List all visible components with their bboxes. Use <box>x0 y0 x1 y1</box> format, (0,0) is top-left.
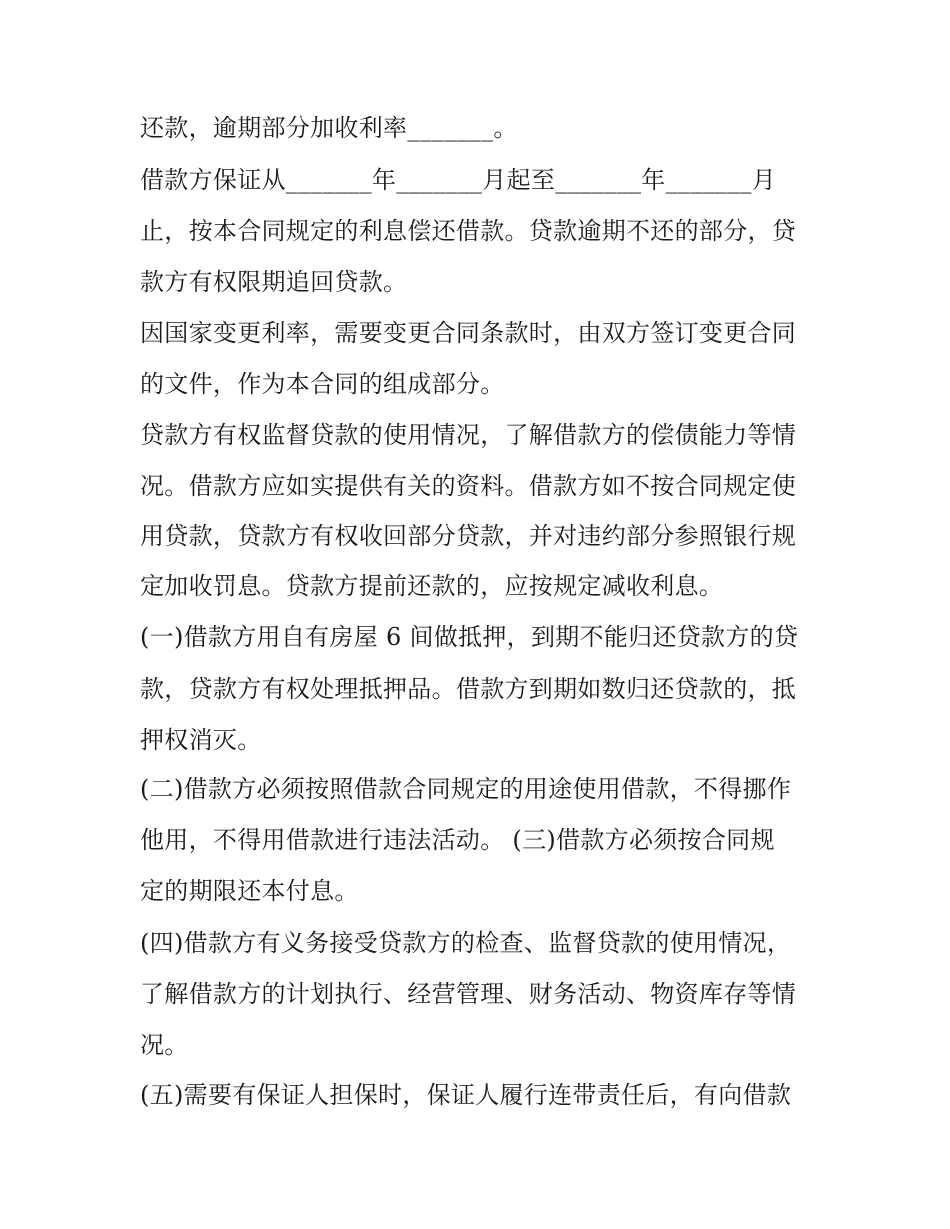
text-line: (一)借款方用自有房屋 6 间做抵押，到期不能归还贷款方的贷 <box>140 623 799 651</box>
text-line: 贷款方有权监督贷款的使用情况，了解借款方的偿债能力等情 <box>140 421 797 449</box>
text-line: 定加收罚息。贷款方提前还款的，应按规定减收利息。 <box>140 572 724 600</box>
text-line: (四)借款方有义务接受贷款方的检查、监督贷款的使用情况， <box>140 929 792 957</box>
text-line: 押权消灭。 <box>140 726 262 754</box>
text-line: 款，贷款方有权处理抵押品。借款方到期如数归还贷款的，抵 <box>140 675 797 703</box>
text-line: 定的期限还本付息。 <box>140 877 359 905</box>
text-line: (五)需要有保证人担保时，保证人履行连带责任后，有向借款 <box>140 1081 792 1109</box>
text-line: 用贷款，贷款方有权收回部分贷款，并对违约部分参照银行规 <box>140 522 797 550</box>
text-line: 款方有权限期追回贷款。 <box>140 268 408 296</box>
text-line: (二)借款方必须按照借款合同规定的用途使用借款，不得挪作 <box>140 775 792 803</box>
text-line: 因国家变更利率，需要变更合同条款时，由双方签订变更合同 <box>140 319 797 347</box>
text-line: 他用，不得用借款进行违法活动。 (三)借款方必须按合同规 <box>140 826 775 854</box>
text-line: 借款方保证从_______年_______月起至_______年_______月 <box>140 166 776 194</box>
text-line: 的文件，作为本合同的组成部分。 <box>140 370 505 398</box>
text-line: 况。借款方应如实提供有关的资料。借款方如不按合同规定使 <box>140 472 797 500</box>
text-line: 况。 <box>140 1031 189 1059</box>
text-line: 还款，逾期部分加收利率_______。 <box>140 114 518 142</box>
text-line: 了解借款方的计划执行、经营管理、财务活动、物资库存等情 <box>140 980 797 1008</box>
text-line: 止，按本合同规定的利息偿还借款。贷款逾期不还的部分，贷 <box>140 217 797 245</box>
